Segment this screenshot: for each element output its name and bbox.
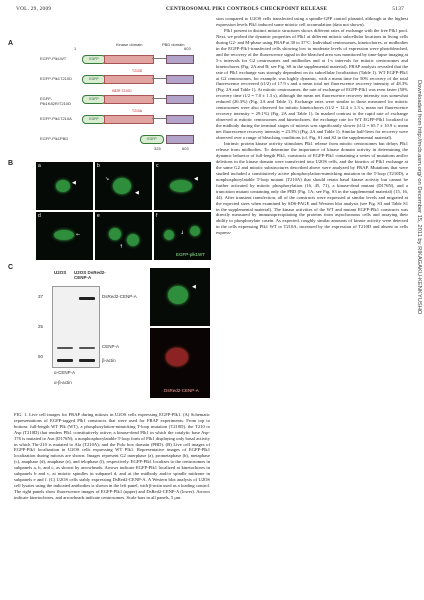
pbd-domain-box [166,55,194,64]
band-cenpa-1 [57,347,73,349]
subpanel-label: d [38,213,41,219]
egfp-tag: EGFP [82,75,106,84]
western-blot [52,286,100,368]
running-title: CENTROSOMAL PIK1 CONTROLS CHECKPOINT RELEASE [166,6,328,12]
mw-marker-37: 37 [38,294,44,299]
micrograph-a [36,162,93,210]
construct-name: EGFP-Plk1PBD [40,136,69,141]
egfp-tag: EGFP [82,55,106,64]
panel-b-caption: EGFP-plk1WT [176,252,206,257]
figure-panel-c [8,264,210,406]
panel-label-b: B [8,160,14,167]
mw-marker-50: 50 [38,354,44,359]
paragraph-3: Intrinsic protein kinase activity stimulates Plk1 release from mitotic centrosomes but delays Plk1 release from midbodies. To determine the importance of kinase domain activity in determining the dynamic behavior of full-length Plk1, constructs of EGFP-Plk1 containing a series of mutations and/or deletions in the kinase domain were transfected into U2OS cells, and the kinetics of Plk1 exchange at the same G2 and mitotic substructures described above were analyzed by FRAP. Mutations that were studied included a constitutively active phosphorylation-mimicking mutation in the T-loop (T210D), a nonphosphorylatable T-loop mutant (T210A) that should retain basal kinase activity but cannot be further activated by mitotic phosphorylation (16, 45, 71), a kinase-dead mutant (D176N), and a truncation mutant containing only the PBD (Fig. 1A; see Fig. S3 in the supplemental material) (15, 16, 44). After transient transfection, all of the constructs were expressed at similar levels and migrated at the expected sizes when examined by SDS-PAGE and Western blot analysis (see Fig. S3 and Table S1 in the supplemental material). The kinase activities of the WT and mutant EGFP-Plk1 constructs was directly measured by immunoprecipitating the proteins from asynchronous cells and assaying their ability to phosphorylate casein. As expected, roughly similar amounts of kinase activity were detected in the cells expressing Plk1 WT or T210A, increased by the expression of T210D and absent in cells express- [216,141,408,236]
mw-marker-25: 25 [38,324,44,329]
egfp-tag: EGFP [140,135,164,144]
lane-label-u2os-dsred: U2OS DsRed2-CENP-A [74,270,106,280]
number-pbd-start: 325 [154,146,161,151]
arrowhead-icon: ◀ [194,176,198,182]
mutation-label: K82R T210D [112,89,132,93]
subpanel-label: f [156,213,158,219]
number-pbd-end: 603 [182,146,189,151]
arrowhead-icon: ◀ [135,190,139,196]
linker-line [152,98,166,99]
pbd-domain-box [166,135,194,144]
mutation-label: T210A [132,109,142,113]
construct-name: EGFP-Plk1T210A [40,116,72,121]
volume-label: VOL. 29, 2009 [16,6,52,12]
page-number: 5137 [392,6,404,12]
pbd-domain-box [166,95,194,104]
subpanel-label: a [38,163,41,169]
band-label-cenpa: CENP-A [102,344,120,349]
construct-pbd [42,132,192,144]
kinase-domain-box [104,55,154,64]
subpanel-label: e [97,213,100,219]
construct-k82r-t210d [40,89,192,106]
download-watermark [410,80,422,510]
arrowhead-icon: ◀ [192,284,196,290]
antibody-cenpa: α-CENP-A [54,370,76,375]
band-actin-2 [79,359,95,362]
linker-line [152,58,166,59]
image-caption-dsred: DsRed2-CENP-A [164,388,199,393]
micrograph-c [154,162,211,210]
construct-name: EGFP-Plk1WT [40,56,67,61]
band-label-dsred: DsRed2-CENP-A [102,294,137,299]
arrow-icon: ↑ [119,244,124,250]
band-dsred-cenpa [79,297,95,300]
construct-name: EGFP-Plk1T210D [40,76,73,81]
lane-label-u2os: U2OS [54,270,67,275]
arrow-icon: ← [76,232,81,238]
subpanel-label: c [156,163,159,169]
kinase-domain-box [104,75,154,84]
panel-label-c: C [8,264,14,271]
micrograph-egfp [150,268,210,326]
band-actin-1 [57,359,73,362]
linker-line [152,78,166,79]
figure-panel-b [8,160,210,264]
panel-label-a: A [8,40,14,47]
pbd-domain-box [166,75,194,84]
band-cenpa-2 [79,347,95,349]
antibody-actin: α-β-actin [54,380,72,385]
linker-line [152,118,166,119]
arrowhead-icon: ◀ [72,180,76,186]
mutation-label: T210D [132,69,143,73]
egfp-tag: EGFP [82,115,106,124]
page-header [16,6,404,16]
micrograph-e [95,212,152,260]
body-text [216,16,408,236]
number-start: 1 [74,46,77,51]
paragraph-2: Plk1 present in distinct mitotic structures shows different rates of exchange with the free Plk1 pool. Next, we probed the dynamic properties of Plk1 at different mitotic subcellular locations in living cells during G2- and M-phase using FRAP at 30 to 37°C. Individual centrosomes, kinetochores, or midbodies in the EGFP-Plk1-transfected cells showing low to moderate levels of expression were photobleached, and the recovery of the fluorescence signal in the bleached area was monitored by time-lapse imaging at 5-s intervals for G2 centrosomes and midbodies and at 1-s intervals for mitotic centrosomes and kinetochores (Fig. 2A and B; see Fig. S8 in the supplemental material). FRAP analysis revealed that the rate of Plk1 exchange was strongly dependent on its subcellular localization (Table 1). WT EGFP-Plk1 at G2 centrosomes, for example, was highly dynamic, with a mean time for 50% recovery of the total fluorescence recovered (t1/2) of 17.9 s and a mean total net fluorescence recovery intensity of 48.3% (Fig. 2A and Table 1). At mitotic centrosomes, the rate of exchange of EGFP-Plk1 was even faster (50% recovery time t1/2 = 7.0 ± 1.3 s), although the mean net fluorescence recovery intensity was somewhat reduced (26.3%) (Fig. 2A and Table 1). Exchange rates were similar to those measured for mitotic centrosomes were also observed for mitotic kinetochores (t1/2 = 12.4 ± 1.3 s, mean net fluorescence recovery intensity = 29.1%) (Fig. 2A and Table 1). In marked contrast to the rapid rate of exchange observed at mitotic centrosomes and kinetochores, the exchange rate for WT EGFP-Plk1 localized to the midbody during the terminal stages of mitosis was significantly slower (t1/2 = 65.7 ± 10.9 s; mean net fluorescence recovery intensity = 23.5%) (Fig. 2A and Table 1). Similar half-lives for recovery were observed over a range of bleaching conditions (cf. Fig. S1 and S2 in the supplemental material). [216,27,408,141]
egfp-tag: EGFP [82,95,106,104]
construct-name: EGFP-Plk1K82R/T210D [40,96,71,106]
micrograph-dsred [150,328,210,398]
arrow-icon: ↘ [105,176,110,182]
pbd-domain-box [166,115,194,124]
paragraph-1: sion compared to U2OS cells transfected using a spindle-GFP control plasmid, although at the highest expression levels Plk1 induced some mitotic cell accumulation (data not shown). [216,16,408,27]
micrograph-d [36,212,93,260]
arrow-icon: ↓ [180,230,185,236]
pbd-domain-label: PBD domain [162,42,185,47]
figure-panel-a [8,40,210,162]
kinase-domain-box [104,95,154,104]
micrograph-b [95,162,152,210]
kinase-domain-box [104,115,154,124]
subpanel-label: b [97,163,100,169]
construct-t210d [40,69,192,84]
download-note: Downloaded from http://mcb.asm.org/ on December 15, 2011 by RIKAGAKU-KENKYUSHO [416,80,422,315]
band-label-actin: β-actin [102,358,116,363]
construct-wt [42,52,192,64]
micrograph-f [154,212,211,260]
construct-t210a [40,109,192,124]
kinase-domain-label: Kinase domain [116,42,143,47]
number-end: 603 [184,46,191,51]
figure-caption: FIG. 1. Live cell images for FRAP during mitosis in U2OS cells expressing EGFP-Plk1. (A) Schematic representations of EGFP-tagged Plk1 constructs that were used for FRAP experiments. From top to bottom: full-length WT Plk (WT), a phosphorylation-mimicking T-loop mutation (T210D), the T210 to Asp (T210D) that renders Plk1 constitutively active; a kinase-dead Plk1 in which the catalytic base Asp-176 is mutated to Asn (D176N); a nonphosphorylatable T-loop form of Plk1 displaying only basal activity in which Thr-210 is mutated to Ala (T210A); and the Polo box domain (PBD). (B) Live cell images of EGFP-Plk1 localization in U2OS cells expressing WT Plk1. Representative images of EGFP-Plk1 localization during mitosis are shown. Images represent G2 interphase (a), prometaphase (b), metaphase (c), anaphase (d), anaphase (e), and telophase (f), respectively. EGFP-Plk1 localizes to the centrosomes in subpanels a, b, and c, as shown by arrowheads. Arrows indicate EGFP-Plk1 localized at kinetochores in subpanels b and c, at mitotic spindles in subpanel d, and at the midbody and/or spindle midzone in subpanels e and f. (C) U2OS cells stably expressing DsRed2-CENP-A. A Western blot analysis of U2OS cell lysates using the indicated antibodies is shown in the left panel, with β-actin used as a loading control. The right panels show fluorescence images of EGFP-Plk1 (upper) and DsRed2-CENP-A (lower). Arrows indicate kinetochores, and arrowheads indicate centrosomes. Scale bars in all panels, 5 μm. [14,412,210,500]
